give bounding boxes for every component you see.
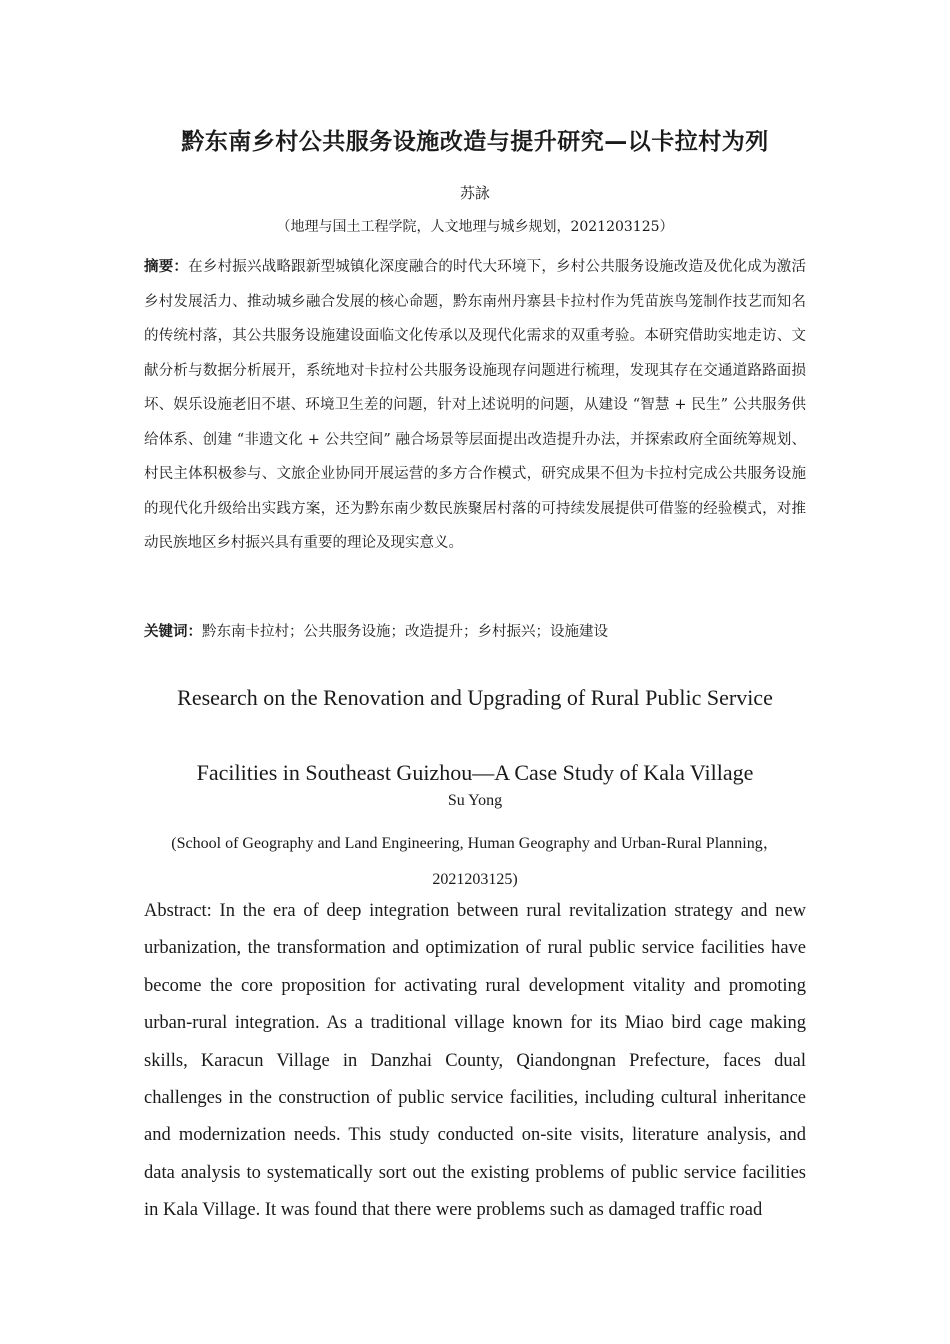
english-author: Su Yong	[447, 792, 503, 809]
english-affiliation-line2: 2021203125)	[432, 871, 518, 888]
english-affiliation-line1: (School of Geography and Land Engineering, Human Geography and Urban-Rural Planning，	[171, 835, 779, 852]
chinese-abstract-label: 摘要：	[144, 259, 189, 275]
chinese-keywords-label: 关键词：	[144, 624, 202, 640]
chinese-abstract	[144, 250, 806, 561]
chinese-author: 苏詠	[459, 184, 490, 202]
english-abstract: Abstract: In the era of deep integration between rural revitalization strategy and new urbanization, the transformation and optimization of rural public service facilities have become the core proposition for activating rural development vitality and promoting urban-rural integration. As a traditional village known for its Miao bird cage making skills, Karacun Village in Danzhai County, Qiandongnan Prefecture, faces dual challenges in the construction of public service facilities, including cultural inheritance and modernization needs. This study conducted on-site visits, literature analysis, and data analysis to systematically sort out the existing problems of public service facilities in Kala Village. It was found that there were problems such as damaged traffic road	[144, 901, 806, 1221]
english-title-line1: Research on the Renovation and Upgrading of Rural Public Service	[177, 685, 773, 710]
chinese-keywords-text: 黔东南卡拉村；公共服务设施；改造提升；乡村振兴；设施建设	[202, 624, 608, 640]
chinese-keywords	[144, 620, 806, 644]
chinese-abstract-text: 在乡村振兴战略跟新型城镇化深度融合的时代大环境下，乡村公共服务设施改造及优化成为激活乡村发展活力、推动城乡融合发展的核心命题，黔东南州丹寨县卡拉村作为凭苗族鸟笼制作技艺而知名的传统村落，其公共服务设施建设面临文化传承以及现代化需求的双重考验。本研究借助实地走访、文献分析与数据分析展开，系统地对卡拉村公共服务设施现存问题进行梳理，发现其存在交通道路路面损坏、娱乐设施老旧不堪、环境卫生差的问题，针对上述说明的问题，从建设 “智慧 + 民生” 公共服务供给体系、创建 “非遗文化 + 公共空间” 融合场景等层面提出改造提升办法，并探索政府全面统筹规划、村民主体积极参与、文旅企业协同开展运营的多方合作模式，研究成果不但为卡拉村完成公共服务设施的现代化升级给出实践方案，还为黔东南少数民族聚居村落的可持续发展提供可借鉴的经验模式，对推动民族地区乡村振兴具有重要的理论及现实意义。	[144, 259, 807, 551]
chinese-title: 黔东南乡村公共服务设施改造与提升研究—以卡拉村为列	[181, 129, 769, 155]
english-title-line2: Facilities in Southeast Guizhou—A Case Study of Kala Village	[196, 760, 754, 785]
english-title	[0, 660, 950, 810]
english-affiliation	[0, 826, 950, 898]
chinese-affiliation: （地理与国土工程学院，人文地理与城乡规划，2021203125）	[276, 219, 674, 235]
